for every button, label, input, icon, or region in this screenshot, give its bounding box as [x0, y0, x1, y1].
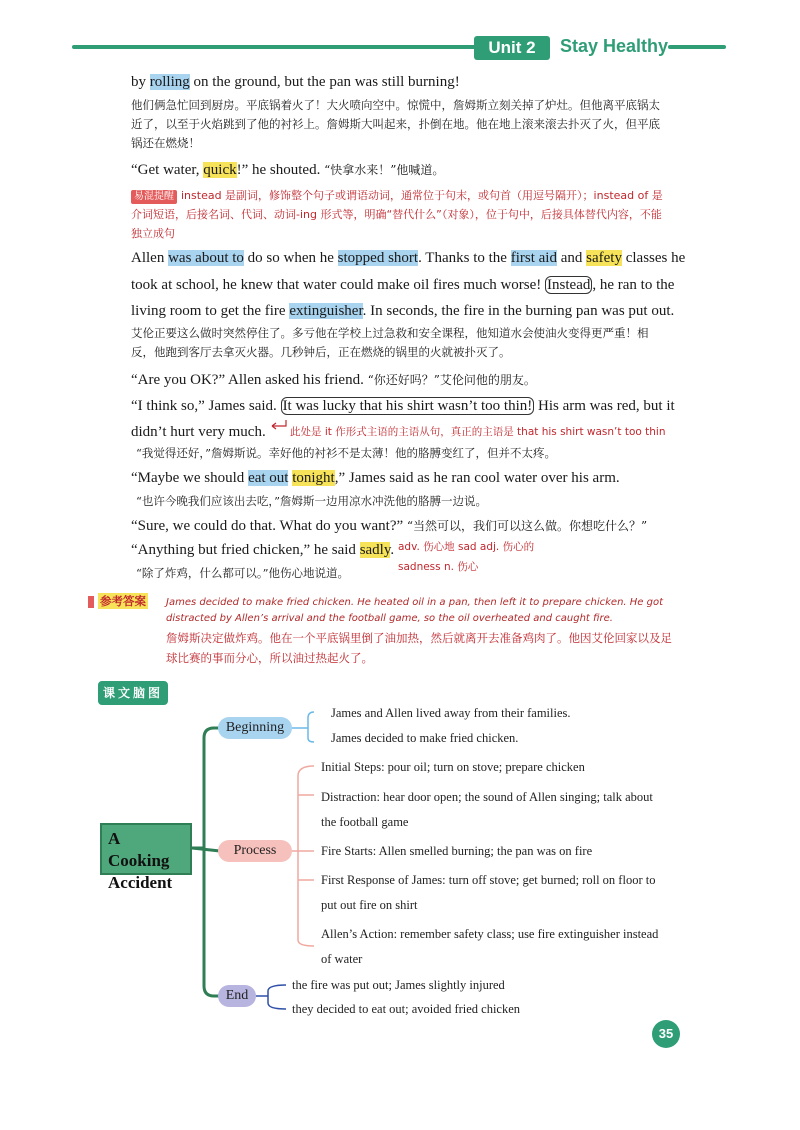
mindmap-leaf: First Response of James: turn off stove; get burned; roll on floor to: [321, 873, 656, 887]
mindmap-leaf: James and Allen lived away from their families.: [331, 706, 571, 720]
mindmap-leaf: of water: [321, 952, 363, 966]
text-line: by rolling on the ground, but the pan was still burning!: [131, 74, 460, 90]
translation: 艾伦正要这么做时突然停住了。多亏他在学校上过急救和安全课程，他知道水会使油火变得更严重！相反，他跑到客厅去拿灭火器。几秒钟后，正在燃烧的锅里的火就被扑灭了。: [131, 326, 649, 359]
unit-title: Stay Healthy: [560, 36, 669, 56]
mindmap-heading: 课文脑图: [98, 681, 168, 705]
mindmap-leaf: James decided to make fried chicken.: [331, 731, 519, 745]
circled-sentence: It was lucky that his shirt wasn’t too thin!: [282, 398, 533, 414]
answer-chinese: 詹姆斯决定做炸鸡。他在一个平底锅里倒了油加热，然后就离开去准备鸡肉了。他因艾伦回家以及足球比赛的事而分心，所以油过热起火了。: [166, 631, 672, 665]
mindmap-leaf: the fire was put out; James slightly injured: [292, 978, 505, 992]
mindmap-node-beginning: Beginning: [218, 717, 292, 739]
confusion-note: 易混提醒 instead 是副词，修饰整个句子或谓语动词，通常位于句末，或句首（用逗号隔开）；instead of 是介词短语，后接名词、代词、动词-ing 形式等，明确“替代什么”（对象），位于句中，后接具体替代内容，不能独立成句: [131, 189, 663, 240]
translation: “我觉得还好，”詹姆斯说。幸好他的衬衫不是太薄！他的胳膊变红了，但并不太疼。: [136, 446, 557, 460]
mindmap-leaf: Fire Starts: Allen smelled burning; the pan was on fire: [321, 844, 593, 858]
text-line: “Are you OK?” Allen asked his friend. “你还好吗？”艾伦问他的朋友。: [131, 372, 536, 388]
vocab-highlight: rolling: [149, 74, 190, 90]
text-line: “Get water, quick!” he shouted. “快拿水来！”他喊道。: [131, 162, 445, 178]
text-line: didn’t hurt very much.: [131, 424, 266, 440]
text-line: “I think so,” James said. It was lucky that his shirt wasn’t too thin! His arm was red, but it: [131, 398, 675, 414]
answer-english: James decided to make fried chicken. He heated oil in a pan, then left it to prepare chicken. He got distracted by Allen’s arrival and the football game, so the oil overheated and caught fire.: [166, 597, 663, 624]
unit-badge: Unit 2: [474, 36, 550, 60]
grammar-note: 此处是 it 作形式主语的主语从句，真正的主语是 that his shirt wasn’t too thin: [290, 426, 666, 438]
mindmap-node-process: Process: [218, 840, 292, 862]
mindmap-leaf: the football game: [321, 815, 409, 829]
page-number: 35: [652, 1020, 680, 1048]
answer-tag: 参考答案: [100, 594, 146, 608]
mindmap-leaf: Allen’s Action: remember safety class; use fire extinguisher instead: [321, 927, 659, 941]
translation: “也许今晚我们应该出去吃，”詹姆斯一边用凉水冲洗他的胳膊一边说。: [136, 494, 488, 508]
mindmap-node-end: End: [218, 985, 256, 1007]
note-tag: 易混提醒: [131, 190, 177, 204]
translation: 他们俩急忙回到厨房。平底锅着火了！大火喷向空中。惊慌中，詹姆斯立刻关掉了炉灶。但他离平底锅太近了，以至于火焰跳到了他的衬衫上。詹姆斯大叫起来，扑倒在地。他在地上滚来滚去扑灭了火，但平底锅还在燃烧！: [131, 98, 660, 150]
text-line: “Sure, we could do that. What do you want?” “当然可以，我们可以这么做。你想吃什么？”: [131, 518, 648, 534]
text-line: Allen was about to do so when he stopped short. Thanks to the first aid and safety classes he: [131, 250, 686, 266]
vocab-note: adv. 伤心地 sad adj. 伤心的: [398, 541, 535, 553]
mindmap-leaf: they decided to eat out; avoided fried chicken: [292, 1002, 521, 1016]
text-line: took at school, he knew that water could make oil fires much worse! Instead , he ran to the: [131, 277, 675, 293]
translation: “除了炸鸡，什么都可以。”他伤心地说道。: [136, 566, 350, 580]
mindmap-title: A Cooking Accident: [100, 823, 192, 875]
text-line: “Anything but fried chicken,” he said sadly.: [131, 542, 395, 558]
mindmap-leaf: Distraction: hear door open; the sound of Allen singing; talk about: [321, 790, 653, 804]
vocab-note: sadness n. 伤心: [398, 561, 479, 573]
mindmap-leaf: put out fire on shirt: [321, 898, 418, 912]
text-line: living room to get the fire extinguisher. In seconds, the fire in the burning pan was put out.: [131, 303, 675, 319]
circled-word: Instead: [547, 277, 591, 293]
vocab-highlight: quick: [203, 162, 237, 178]
text-line: “Maybe we should eat out tonight,” James said as he ran cool water over his arm.: [131, 470, 620, 486]
mindmap-leaf: Initial Steps: pour oil; turn on stove; prepare chicken: [321, 760, 585, 774]
